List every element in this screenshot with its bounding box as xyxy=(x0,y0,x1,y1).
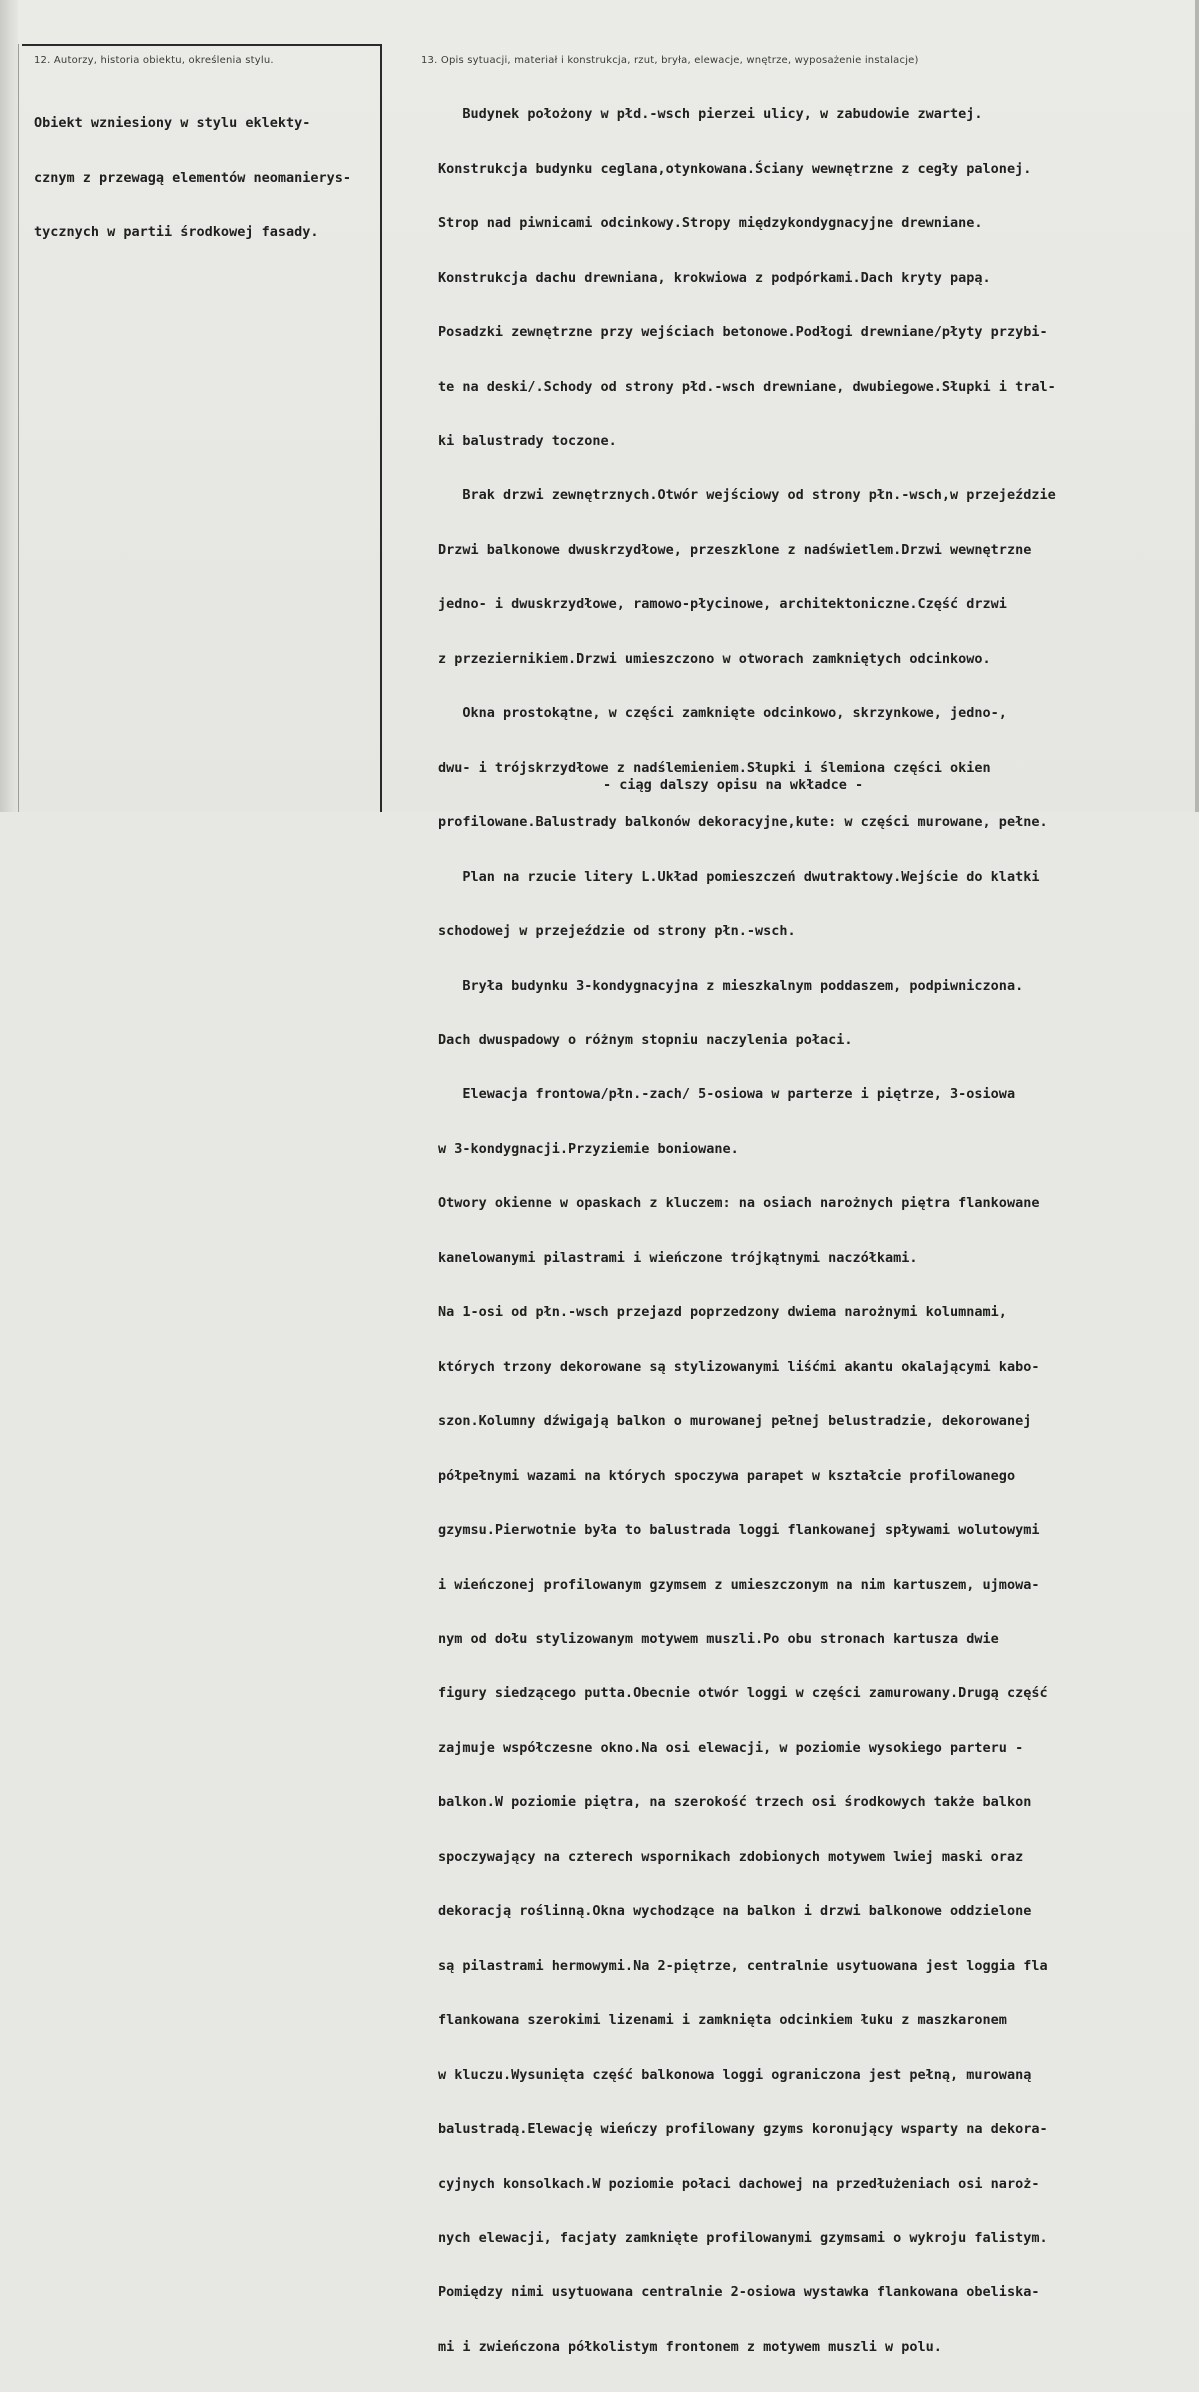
text-line: szon.Kolumny dźwigają balkon o murowanej pełnej belustradzie, dekorowanej xyxy=(438,1413,1032,1430)
text-line: te na deski/.Schody od strony płd.-wsch drewniane, dwubiegowe.Słupki i tral- xyxy=(438,378,1056,395)
text-line: schodowej w przejeździe od strony płn.-wsch. xyxy=(438,923,796,940)
text-line: dwu- i trójskrzydłowe z nadślemieniem.Słupki i ślemiona części okien xyxy=(438,759,991,776)
text-line: jedno- i dwuskrzydłowe, ramowo-płycinowe, architektoniczne.Część drzwi xyxy=(438,596,1007,613)
margin-line xyxy=(18,44,19,812)
column-divider xyxy=(380,44,382,812)
text-line: i wieńczonej profilowanym gzymsem z umieszczonym na nim kartuszem, ujmowa- xyxy=(438,1576,1040,1593)
text-line: balkon.W poziomie piętra, na szerokość trzech osi środkowych także balkon xyxy=(438,1794,1032,1811)
text-line: Bryła budynku 3-kondygnacyjna z mieszkalnym poddaszem, podpiwniczona. xyxy=(438,977,1024,994)
text-line: Posadzki zewnętrzne przy wejściach betonowe.Podłogi drewniane/płyty przybi- xyxy=(438,324,1048,341)
text-line: mi i zwieńczona półkolistym frontonem z motywem muszli w polu. xyxy=(438,2338,942,2355)
text-line: Strop nad piwnicami odcinkowy.Stropy międzykondygnacyjne drewniane. xyxy=(438,215,983,232)
text-line: Dach dwuspadowy o różnym stopniu naczylenia połaci. xyxy=(438,1032,853,1049)
building-description xyxy=(438,69,1056,2392)
text-line: kanelowanymi pilastrami i wieńczone trójkątnymi naczółkami. xyxy=(438,1249,918,1266)
text-line: w 3-kondygnacji.Przyziemie boniowane. xyxy=(438,1140,739,1157)
text-line: Otwory okienne w opaskach z kluczem: na osiach narożnych piętra flankowane xyxy=(438,1195,1040,1212)
section-12-label: 12. Autorzy, historia obiektu, określenia stylu. xyxy=(34,55,274,66)
text-line: dekoracją roślinną.Okna wychodzące na balkon i drzwi balkonowe oddzielone xyxy=(438,1903,1032,1920)
text-line: cyjnych konsolkach.W poziomie połaci dachowej na przedłużeniach osi naroż- xyxy=(438,2175,1040,2192)
text-line: Drzwi balkonowe dwuskrzydłowe, przeszklone z nadświetlem.Drzwi wewnętrzne xyxy=(438,541,1032,558)
text-line: Plan na rzucie litery L.Układ pomieszczeń dwutraktowy.Wejście do klatki xyxy=(438,868,1040,885)
text-line: Budynek położony w płd.-wsch pierzei ulicy, w zabudowie zwartej. xyxy=(438,106,983,123)
text-line: półpełnymi wazami na których spoczywa parapet w kształcie profilowanego xyxy=(438,1467,1016,1484)
page-right-edge xyxy=(1195,0,1199,812)
text-line: nym od dołu stylizowanym motywem muszli.Po obu stronach kartusza dwie xyxy=(438,1631,999,1647)
text-line: Elewacja frontowa/płn.-zach/ 5-osiowa w parterze i piętrze, 3-osiowa xyxy=(438,1086,1016,1103)
text-line: Konstrukcja budynku ceglana,otynkowana.Ściany wewnętrzne z cegły palonej. xyxy=(438,160,1032,177)
text-line: Pomiędzy nimi usytuowana centralnie 2-osiowa wystawka flankowana obeliska- xyxy=(438,2284,1040,2301)
text-line: Na 1-osi od płn.-wsch przejazd poprzedzony dwiema narożnymi kolumnami, xyxy=(438,1304,1007,1321)
text-line: profilowane.Balustrady balkonów dekoracyjne,kute: w części murowane, pełne. xyxy=(438,814,1048,831)
text-line: spoczywający na czterech wspornikach zdobionych motywem lwiej maski oraz xyxy=(438,1848,1024,1865)
text-line: cznym z przewagą elementów neomanierys- xyxy=(34,169,351,186)
text-line: Okna prostokątne, w części zamknięte odcinkowo, skrzynkowe, jedno-, xyxy=(438,705,1007,722)
header-rule xyxy=(22,44,380,46)
style-description xyxy=(34,78,351,278)
section-13-label: 13. Opis sytuacji, materiał i konstrukcja, rzut, bryła, elewacje, wnętrze, wyposażenie instalacje) xyxy=(421,55,919,66)
text-line: figury siedzącego putta.Obecnie otwór loggi w części zamurowany.Drugą część xyxy=(438,1685,1048,1702)
text-line: z przeziernikiem.Drzwi umieszczono w otworach zamkniętych odcinkowo. xyxy=(438,650,991,667)
text-line: balustradą.Elewację wieńczy profilowany gzyms koronujący wsparty na dekora- xyxy=(438,2121,1048,2138)
text-line: Brak drzwi zewnętrznych.Otwór wejściowy od strony płn.-wsch,w przejeździe xyxy=(438,487,1056,504)
text-line: nych elewacji, facjaty zamknięte profilowanymi gzymsami o wykroju falistym. xyxy=(438,2229,1048,2246)
text-line: Obiekt wzniesiony w stylu eklekty- xyxy=(34,115,311,132)
text-line: w kluczu.Wysunięta część balkonowa loggi ograniczona jest pełną, murowaną xyxy=(438,2066,1032,2083)
text-line: tycznych w partii środkowej fasady. xyxy=(34,224,319,241)
text-line: których trzony dekorowane są stylizowanymi liśćmi akantu okalającymi kabo- xyxy=(438,1358,1040,1375)
page-left-edge xyxy=(0,0,18,812)
text-line: są pilastrami hermowymi.Na 2-piętrze, centralnie usytuowana jest loggia fla xyxy=(438,1957,1048,1974)
text-line: flankowana szerokimi lizenami i zamknięta odcinkiem łuku z maszkaronem xyxy=(438,2012,1007,2029)
text-line: ki balustrady toczone. xyxy=(438,433,617,450)
continuation-note: - ciąg dalszy opisu na wkładce - xyxy=(603,777,864,793)
text-line: zajmuje współczesne okno.Na osi elewacji, w poziomie wysokiego parteru - xyxy=(438,1739,1024,1756)
text-line: Konstrukcja dachu drewniana, krokwiowa z podpórkami.Dach kryty papą. xyxy=(438,269,991,286)
text-line: gzymsu.Pierwotnie była to balustrada loggi flankowanej spływami wolutowymi xyxy=(438,1522,1040,1539)
